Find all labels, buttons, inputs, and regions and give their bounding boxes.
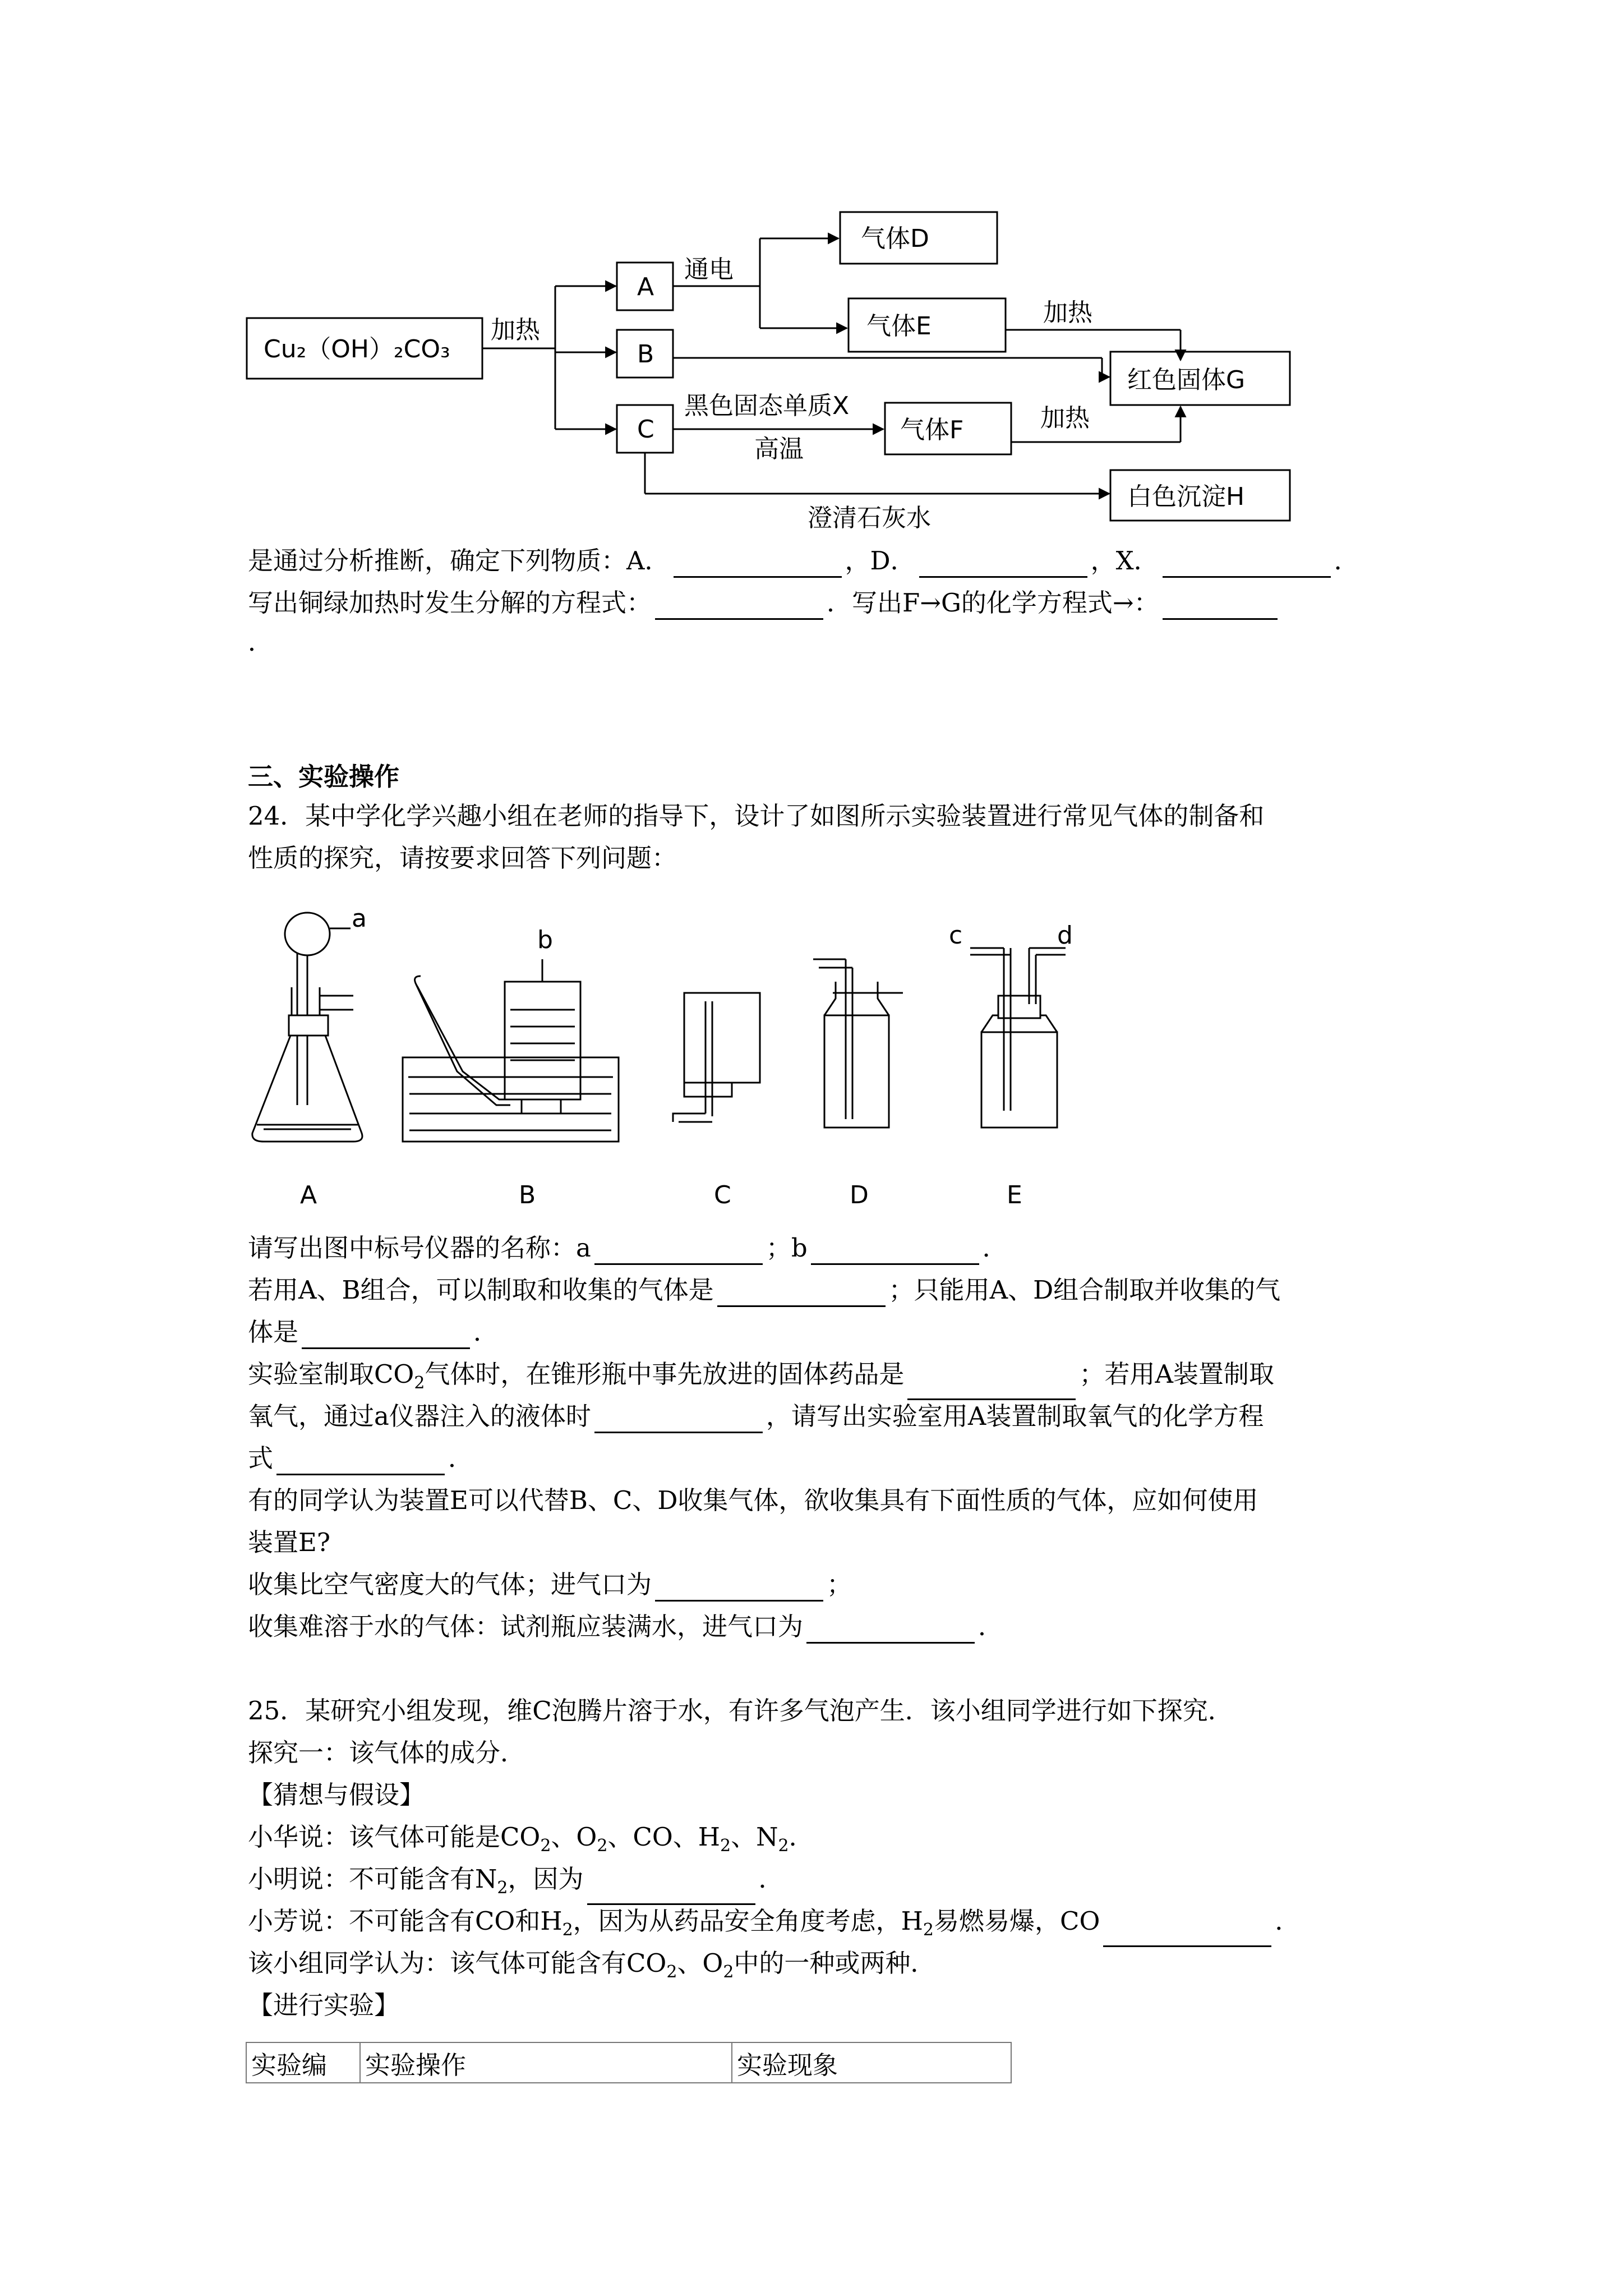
q23-line1 [248,544,1359,578]
q24-text: 氧气，通过a仪器注入的液体时 [248,1401,591,1431]
answer-blank[interactable] [717,1280,886,1307]
q24-text: ； [827,1570,852,1599]
lime-water-label: 澄清石灰水 [808,504,931,532]
q25-text: ，因为从药品安全角度考虑，H [573,1906,923,1936]
q25-text: 中的一种或两种． [734,1948,936,1978]
label-d: d [1057,921,1073,950]
q25-explore1: 探究一：该气体的成分． [248,1738,526,1768]
q24-text: 收集难溶于水的气体：试剂瓶应装满水，进气口为 [248,1612,804,1641]
q25-text: 、N [731,1822,778,1852]
high-temp-label: 高温 [754,435,804,463]
experiment-table [246,2042,1012,2083]
black-x-label: 黑色固态单质X [684,392,850,420]
q24-q4-cont: 装置E? [248,1527,330,1557]
q25-intro: 25．某研究小组发现，维C泡腾片溶于水，有许多气泡产生．该小组同学进行如下探究． [248,1696,1233,1726]
q24-q4: 有的同学认为装置E可以代替B、C、D收集气体，欲收集具有下面性质的气体，应如何使用 [248,1485,1258,1515]
caption-d: D [850,1181,869,1209]
caption-a: A [300,1181,317,1209]
subscript: 2 [720,1836,731,1856]
table-header: 实验编 [246,2042,360,2083]
answer-blank[interactable] [276,1448,445,1475]
subscript: 2 [723,1962,734,1982]
answer-blank[interactable] [1163,550,1331,578]
q24-q5 [248,1568,852,1602]
q23-text: ． [1334,546,1359,576]
q23-text: 是通过分析推断，确定下列物质：A． [248,546,670,576]
table-header: 实验操作 [360,2042,732,2083]
red-solid-label: 红色固体G [1127,366,1246,394]
q23-line3: ． [248,627,274,657]
q25-experiment: 【进行实验】 [248,1990,400,2020]
caption-c: C [714,1181,731,1209]
answer-blank[interactable] [594,1406,763,1433]
apparatus-c [673,993,760,1122]
label-c: c [949,921,963,950]
q24-text: 气体时，在锥形瓶中事先放进的固体药品是 [425,1359,905,1389]
subscript: 2 [597,1836,608,1856]
label-b: b [537,926,553,954]
q24-text: ． [473,1317,499,1347]
q24-text: ；若用A装置制取 [1079,1359,1274,1389]
q25-text: 、O [551,1822,597,1852]
start-label: Cu₂（OH）₂CO₃ [264,335,450,364]
q23-line2 [248,586,1281,620]
reaction-flow-chart [241,202,1335,533]
q23-text: 写出铜绿加热时发生分解的方程式： [248,588,652,618]
q25-xiaohua [248,1820,814,1863]
answer-blank[interactable] [655,1574,823,1602]
answer-blank[interactable] [811,1237,979,1265]
section-title: 三、实验操作 [248,762,400,792]
q24-q3-cont2 [248,1442,473,1475]
q25-text: ． [1275,1906,1301,1936]
q24-intro1: 24．某中学化学兴趣小组在老师的指导下，设计了如图所示实验装置进行常见气体的制备和 [248,801,1265,831]
answer-blank[interactable] [1103,1920,1271,1947]
q24-text: ． [982,1233,1008,1263]
heat3-label: 加热 [1040,404,1090,432]
subscript: 2 [414,1373,425,1393]
subscript: 2 [497,1878,508,1898]
apparatus-d [813,959,903,1128]
q25-text: ． [758,1864,784,1894]
q25-text: 、CO、H [607,1822,720,1852]
q24-text: ． [448,1443,474,1473]
q24-intro2: 性质的探究，请按要求回答下列问题： [248,843,677,873]
q25-hypothesis: 【猜想与假设】 [248,1780,425,1810]
q25-group [248,1947,935,1989]
q24-text: ． [978,1612,1004,1641]
subscript: 2 [540,1836,551,1856]
box-b-label: B [637,340,654,369]
q24-text: ；b [766,1233,808,1263]
q25-text: ． [789,1822,814,1852]
answer-blank[interactable] [919,550,1087,578]
q24-text: 体是 [248,1317,299,1347]
caption-e: E [1007,1181,1022,1209]
q23-text: ，D． [845,546,916,576]
q25-xiaofang [248,1904,1300,1947]
answer-blank[interactable] [655,592,823,620]
q25-text: 小芳说：不可能含有CO和H [248,1906,562,1936]
box-a-label: A [637,273,654,301]
answer-blank[interactable] [674,550,842,578]
q24-q3-cont [248,1400,1264,1433]
white-ppt-label: 白色沉淀H [1127,482,1245,511]
q24-text: 请写出图中标号仪器的名称：a [248,1233,591,1263]
q25-text: 、O [677,1948,723,1978]
q24-text: 实验室制取CO [248,1359,414,1389]
answer-blank[interactable] [302,1322,470,1349]
q24-text: 若用A、B组合，可以制取和收集的气体是 [248,1275,714,1305]
subscript: 2 [778,1836,789,1856]
q25-xiaoming [248,1862,784,1905]
apparatus-figure [241,903,1138,1223]
electrolysis-label: 通电 [684,255,734,284]
gas-d-label: 气体D [861,224,929,253]
q24-text: ，请写出实验室用A装置制取氧气的化学方程 [766,1401,1264,1431]
heat-label: 加热 [491,316,540,344]
answer-blank[interactable] [907,1373,1076,1400]
table-header: 实验现象 [732,2042,1011,2083]
heat2-label: 加热 [1043,298,1092,327]
apparatus-a [252,913,362,1142]
q24-q6 [248,1610,1003,1644]
q24-text: 收集比空气密度大的气体；进气口为 [248,1570,652,1599]
answer-blank[interactable] [1163,592,1278,620]
q24-q3 [248,1358,1274,1400]
apparatus-b [403,959,619,1142]
q25-text: 小华说：该气体可能是CO [248,1822,541,1852]
subscript: 2 [923,1920,934,1940]
q24-q1 [248,1231,1008,1265]
table-header-row [246,2042,1011,2083]
q24-text: 式 [248,1443,274,1473]
q25-text: 易燃易爆，CO [934,1906,1100,1936]
answer-blank[interactable] [806,1616,975,1644]
q25-text: 该小组同学认为：该气体可能含有CO [248,1948,667,1978]
box-c-label: C [637,415,654,444]
q24-q2 [248,1273,1280,1307]
q25-text: ，因为 [508,1864,584,1894]
gas-e-label: 气体E [866,312,932,341]
answer-blank[interactable] [594,1237,763,1265]
q23-text: ，X． [1090,546,1159,576]
q23-text: ．写出F→G的化学方程式→： [827,588,1159,618]
answer-blank[interactable] [587,1878,755,1905]
subscript: 2 [666,1962,677,1982]
q24-text: ；只能用A、D组合制取并收集的气 [888,1275,1281,1305]
q25-text: 小明说：不可能含有N [248,1864,497,1894]
caption-b: B [519,1181,536,1209]
apparatus-e [970,948,1066,1128]
subscript: 2 [562,1920,573,1940]
label-a: a [352,904,367,933]
q24-q2-cont [248,1315,499,1349]
gas-f-label: 气体F [900,416,964,444]
